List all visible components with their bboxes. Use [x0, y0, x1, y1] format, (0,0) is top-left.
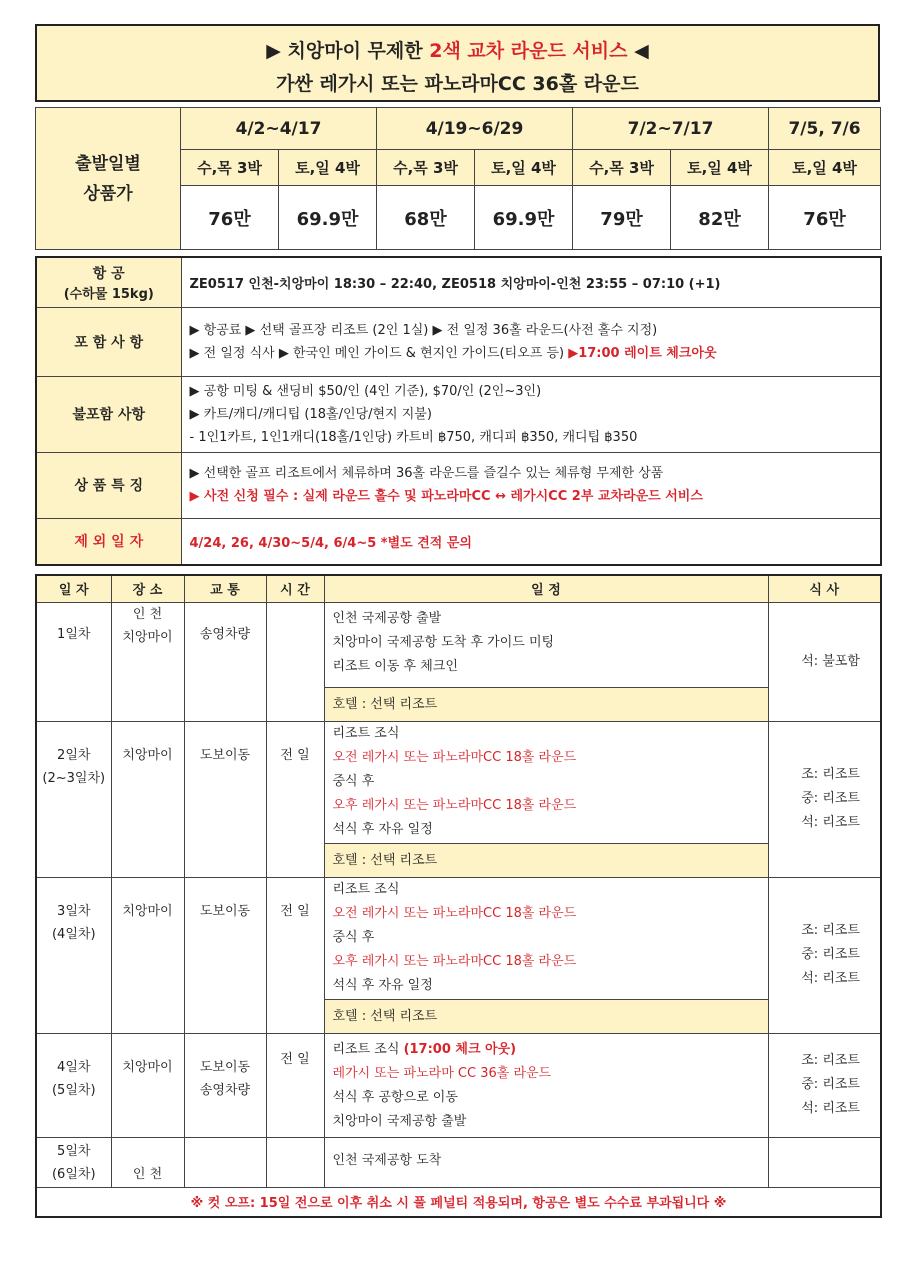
day3-transport: 도보이동 — [184, 877, 266, 1033]
price-cell: 82만 — [671, 186, 769, 250]
day1-day: 1일차 — [36, 602, 111, 721]
info-table — [35, 256, 882, 566]
title-line-2: 가싼 레가시 또는 파노라마CC 36홀 라운드 — [276, 73, 639, 95]
features-label: 상 품 특 징 — [36, 452, 181, 518]
nights-cell: 수,목 3박 — [377, 150, 475, 186]
day5-place: 인 천 — [111, 1137, 184, 1187]
day4-place: 치앙마이 — [111, 1033, 184, 1137]
day2-time: 전 일 — [266, 721, 324, 877]
day3-place: 치앙마이 — [111, 877, 184, 1033]
price-cell: 79만 — [573, 186, 671, 250]
day3-time: 전 일 — [266, 877, 324, 1033]
nights-cell: 수,목 3박 — [573, 150, 671, 186]
day2-meal: 조: 리조트 중: 리조트 석: 리조트 — [768, 721, 881, 877]
day2-plan: 리조트 조식 오전 레가시 또는 파노라마CC 18홀 라운드 중식 후 오후 레가시 또는 파노라마CC 18홀 라운드 석식 후 자유 일정 — [324, 721, 768, 843]
day1-meal: 석: 불포함 — [768, 602, 881, 721]
day1-transport: 송영차량 — [184, 602, 266, 721]
schedule-table — [35, 574, 882, 1218]
price-table — [35, 107, 881, 250]
header-plan: 일 정 — [324, 575, 768, 602]
header-place: 장 소 — [111, 575, 184, 602]
cutoff-notice: ※ 컷 오프: 15일 전으로 이후 취소 시 풀 페널티 적용되며, 항공은 별도 수수료 부과됩니다 ※ — [36, 1187, 881, 1217]
period-header: 4/2~4/17 — [181, 108, 377, 150]
day5-meal — [768, 1137, 881, 1187]
price-cell: 68만 — [377, 186, 475, 250]
day5-time — [266, 1137, 324, 1187]
day4-day: 4일차 (5일차) — [36, 1033, 111, 1137]
day4-plan: 리조트 조식 (17:00 체크 아웃) 레가시 또는 파노라마 CC 36홀 라운드 석식 후 공항으로 이동 치앙마이 국제공항 출발 — [324, 1033, 768, 1137]
nights-cell: 토,일 4박 — [279, 150, 377, 186]
day1-place: 인 천 치앙마이 — [111, 602, 184, 721]
air-info: ZE0517 인천-치앙마이 18:30 – 22:40, ZE0518 치앙마이-인천 23:55 – 07:10 (+1) — [181, 257, 881, 307]
day5-transport — [184, 1137, 266, 1187]
included-info: ▶ 항공료 ▶ 선택 골프장 리조트 (2인 1실) ▶ 전 일정 36홀 라운드(사전 홀수 지정) ▶ 전 일정 식사 ▶ 한국인 메인 가이드 & 현지인 가이드(티오프 등) ▶17:00 레이트 체크아웃 — [181, 307, 881, 376]
exception-dates: 4/24, 26, 4/30~5/4, 6/4~5 *별도 견적 문의 — [181, 518, 881, 565]
header-meal: 식 사 — [768, 575, 881, 602]
day2-transport: 도보이동 — [184, 721, 266, 877]
day3-hotel: 호텔 : 선택 리조트 — [324, 999, 768, 1033]
price-cell: 69.9만 — [279, 186, 377, 250]
title-line-1: ▶ 치앙마이 무제한 2색 교차 라운드 서비스 ◀ — [266, 40, 649, 62]
header-transport: 교 통 — [184, 575, 266, 602]
included-label: 포 함 사 항 — [36, 307, 181, 376]
period-header: 7/5, 7/6 — [769, 108, 881, 150]
nights-cell: 수,목 3박 — [181, 150, 279, 186]
title-highlight: 2색 교차 라운드 서비스 — [429, 40, 628, 62]
header-day: 일 자 — [36, 575, 111, 602]
title-banner — [35, 24, 880, 102]
day2-hotel: 호텔 : 선택 리조트 — [324, 843, 768, 877]
exception-label: 제 외 일 자 — [36, 518, 181, 565]
price-cell: 76만 — [181, 186, 279, 250]
price-label: 출발일별 상품가 — [36, 108, 181, 250]
day1-plan: 인천 국제공항 출발 치앙마이 국제공항 도착 후 가이드 미팅 리조트 이동 후 체크인 — [324, 602, 768, 687]
day2-day: 2일차 (2~3일차) — [36, 721, 111, 877]
nights-cell: 토,일 4박 — [671, 150, 769, 186]
day3-meal: 조: 리조트 중: 리조트 석: 리조트 — [768, 877, 881, 1033]
day4-transport: 도보이동 송영차량 — [184, 1033, 266, 1137]
day5-row — [36, 1137, 881, 1187]
day1-time — [266, 602, 324, 721]
excluded-info: ▶ 공항 미팅 & 샌딩비 $50/인 (4인 기준), $70/인 (2인~3인) ▶ 카트/캐디/캐디팁 (18홀/인당/현지 지불) - 1인1카트, 1인1캐디(18홀/1인당) 카트비 ฿750, 캐디피 ฿350, 캐디팁 ฿350 — [181, 376, 881, 452]
day4-meal: 조: 리조트 중: 리조트 석: 리조트 — [768, 1033, 881, 1137]
features-info: ▶ 선택한 골프 리조트에서 체류하며 36홀 라운드를 즐길수 있는 체류형 무제한 상품 ▶ 사전 신청 필수 : 실제 라운드 홀수 및 파노라마CC ↔ 레가시CC 2부 교차라운드 서비스 — [181, 452, 881, 518]
day3-plan: 리조트 조식 오전 레가시 또는 파노라마CC 18홀 라운드 중식 후 오후 레가시 또는 파노라마CC 18홀 라운드 석식 후 자유 일정 — [324, 877, 768, 999]
day1-row — [36, 602, 881, 687]
day5-day: 5일차 (6일차) — [36, 1137, 111, 1187]
day3-day: 3일차 (4일차) — [36, 877, 111, 1033]
day4-time: 전 일 — [266, 1033, 324, 1137]
period-header: 7/2~7/17 — [573, 108, 769, 150]
price-cell: 76만 — [769, 186, 881, 250]
schedule-header-row — [36, 575, 881, 602]
air-label: 항 공 (수하물 15kg) — [36, 257, 181, 307]
day5-plan: 인천 국제공항 도착 — [324, 1137, 768, 1187]
nights-cell: 토,일 4박 — [475, 150, 573, 186]
price-cell: 69.9만 — [475, 186, 573, 250]
excluded-label: 불포함 사항 — [36, 376, 181, 452]
day4-row — [36, 1033, 881, 1137]
nights-cell: 토,일 4박 — [769, 150, 881, 186]
day3-row — [36, 877, 881, 999]
header-time: 시 간 — [266, 575, 324, 602]
day2-row — [36, 721, 881, 843]
day2-place: 치앙마이 — [111, 721, 184, 877]
period-header: 4/19~6/29 — [377, 108, 573, 150]
day1-hotel: 호텔 : 선택 리조트 — [324, 687, 768, 721]
